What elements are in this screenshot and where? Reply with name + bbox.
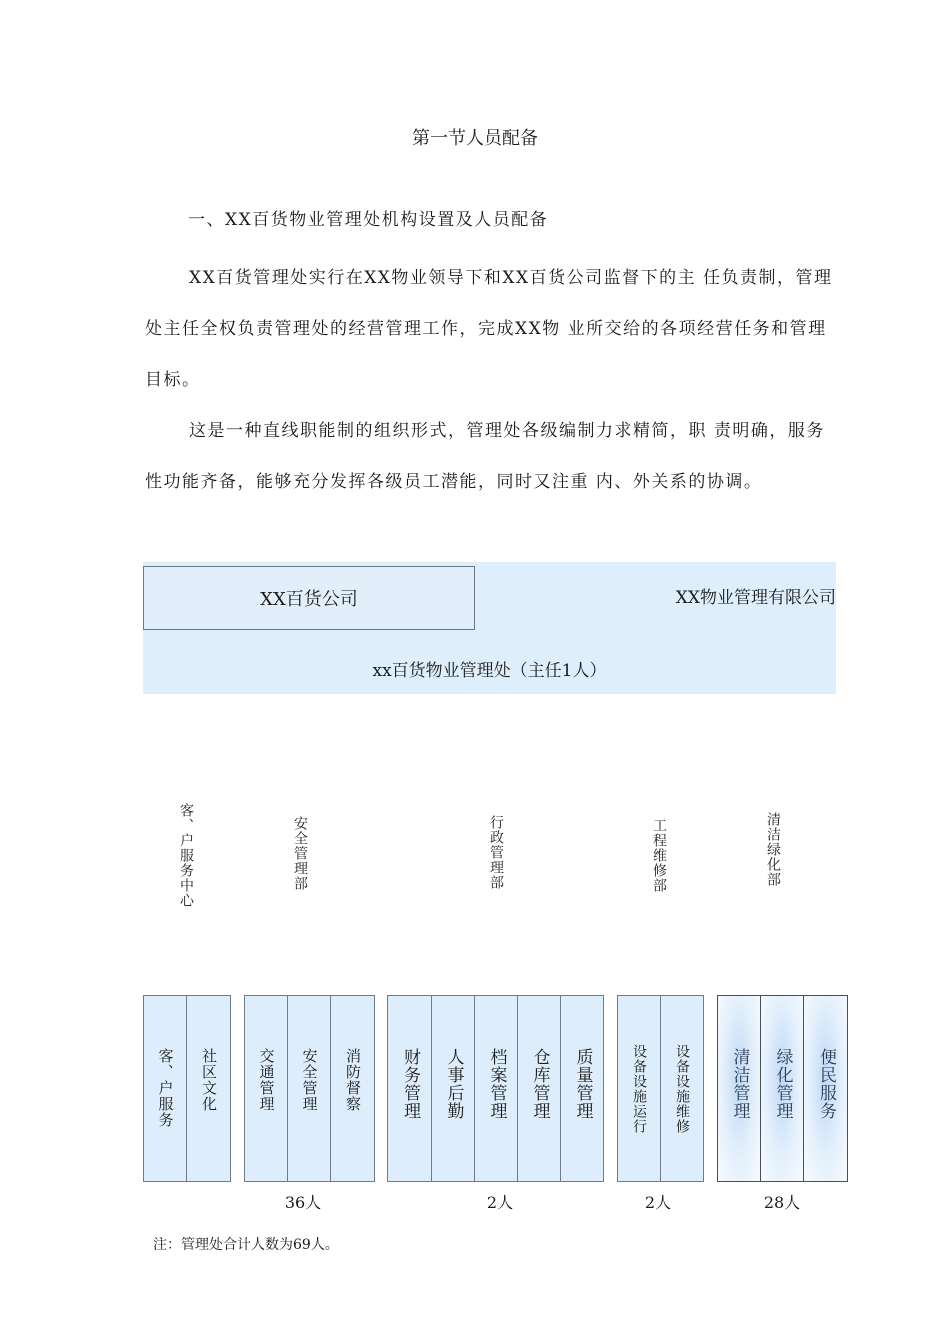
- property-company-label: XX物业管理有限公司: [675, 588, 836, 608]
- unit-box: [143, 995, 187, 1182]
- unit-label: 质量管理: [572, 1048, 593, 1120]
- unit-box: [760, 995, 804, 1182]
- paragraph-2: 这是一种直线职能制的组织形式，管理处各级编制力求精简，职 责明确，服务性功能齐备，能够充分发挥各级员工潜能，同时又注重 内、外关系的协调。: [145, 421, 825, 492]
- department-administration: 行政管理部: [488, 815, 504, 890]
- unit-box: [803, 995, 848, 1182]
- unit-box: [474, 995, 518, 1182]
- unit-label: 消防督察: [344, 1048, 362, 1112]
- unit-box: [330, 995, 375, 1182]
- unit-label: 绿化管理: [772, 1048, 793, 1120]
- company-label: XX百货公司: [260, 589, 358, 610]
- count-cleaning: 28人: [763, 1193, 801, 1212]
- unit-label: 清洁管理: [729, 1048, 750, 1120]
- department-customer-service: 客、户服务中心: [178, 803, 194, 908]
- unit-label: 安全管理: [300, 1048, 319, 1112]
- department-cleaning-greening: 清洁绿化部: [765, 812, 781, 887]
- unit-label: 客、户服务: [156, 1048, 175, 1128]
- unit-label: 设备设施运行: [631, 1044, 647, 1134]
- count-administration: 2人: [486, 1193, 514, 1212]
- unit-label: 设备设施维修: [674, 1044, 690, 1134]
- count-security: 36人: [284, 1193, 322, 1212]
- unit-box: [617, 995, 661, 1182]
- unit-label: 社区文化: [200, 1048, 218, 1112]
- unit-box: [186, 995, 231, 1182]
- unit-label: 便民服务: [816, 1048, 836, 1120]
- unit-label: 人事后勤: [443, 1048, 464, 1120]
- unit-box: [244, 995, 288, 1182]
- unit-label: 财务管理: [400, 1048, 420, 1120]
- department-engineering: 工程维修部: [651, 818, 667, 893]
- unit-box: [717, 995, 761, 1182]
- unit-label: 交通管理: [257, 1048, 276, 1112]
- unit-box: [387, 995, 432, 1182]
- unit-label: 仓库管理: [529, 1048, 550, 1120]
- section-heading: 一、XX百货物业管理处机构设置及人员配备: [188, 210, 549, 230]
- total-note: 注：管理处合计人数为69人。: [153, 1237, 339, 1253]
- unit-box: [287, 995, 331, 1182]
- management-office-label: xx百货物业管理处（主任1人）: [372, 661, 607, 681]
- unit-box: [660, 995, 704, 1182]
- unit-box: [560, 995, 604, 1182]
- count-engineering: 2人: [644, 1193, 672, 1212]
- paragraph-1: XX百货管理处实行在XX物业领导下和XX百货公司监督下的主 任负责制，管理处主任全权负责管理处的经营管理工作，完成XX物 业所交给的各项经营任务和管理目标。: [145, 268, 833, 390]
- company-box: [143, 566, 475, 630]
- unit-box: [431, 995, 475, 1182]
- section-title: 第一节人员配备: [412, 128, 538, 149]
- unit-label: 档案管理: [486, 1048, 507, 1120]
- department-security: 安全管理部: [292, 816, 308, 891]
- unit-box: [517, 995, 561, 1182]
